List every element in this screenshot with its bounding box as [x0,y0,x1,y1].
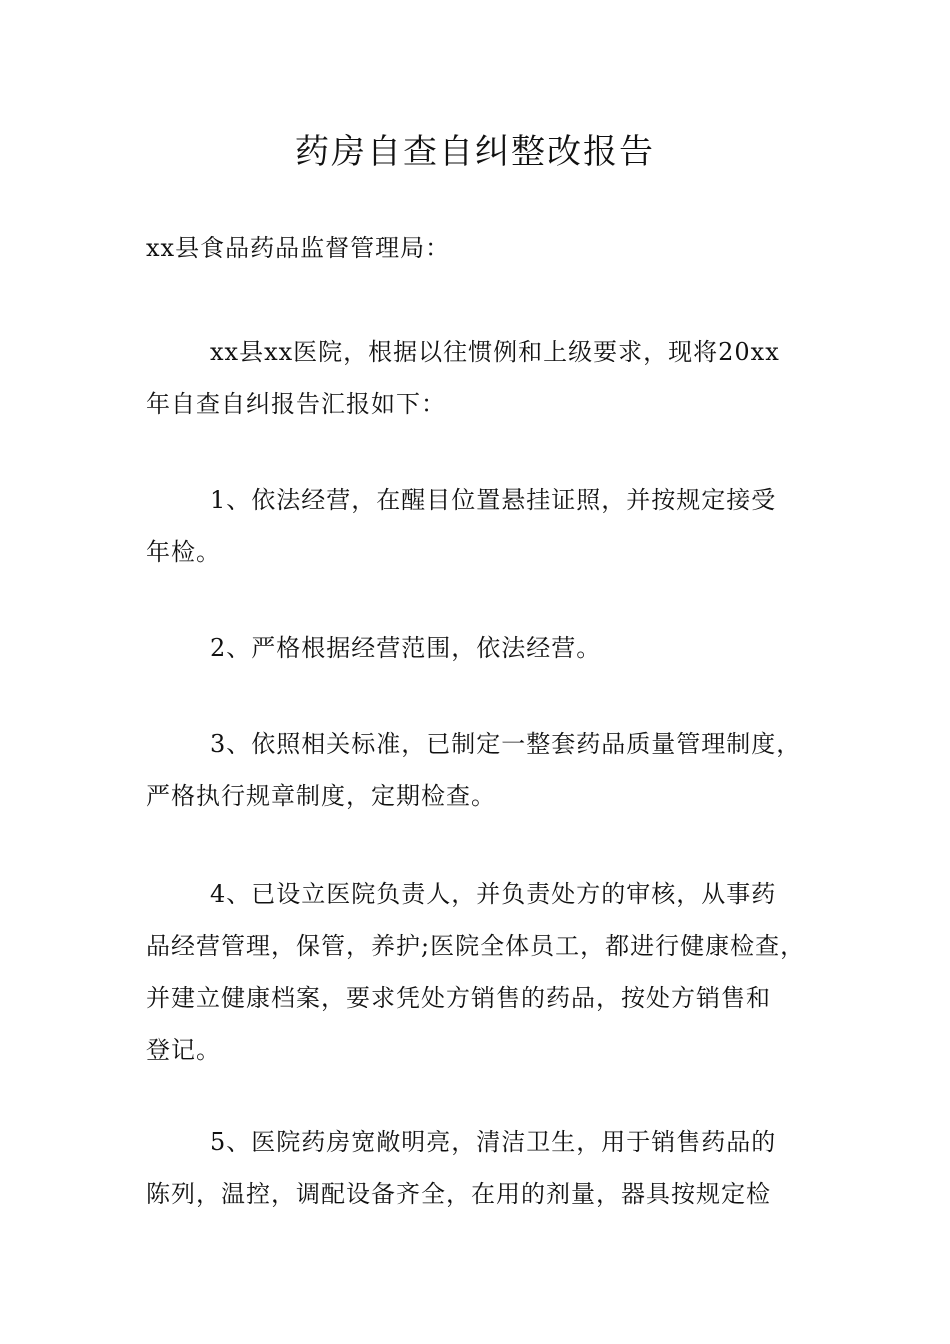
salutation-text: xx县食品药品监督管理局： [146,234,451,262]
paragraph-line: 5、医院药房宽敞明亮，清洁卫生，用于销售药品的 [210,1128,777,1156]
paragraph-line: 严格执行规章制度，定期检查。 [146,782,496,810]
paragraph-line: xx县xx医院，根据以往惯例和上级要求，现将20xx [210,338,780,366]
paragraph-item-5 [146,1116,836,1220]
paragraph-line: 4、已设立医院负责人，并负责处方的审核，从事药 [210,880,777,908]
paragraph-line: 品经营管理，保管，养护;医院全体员工，都进行健康检查， [146,932,806,960]
paragraph-line: 2、严格根据经营范围，依法经营。 [210,634,602,662]
paragraph-item-3 [146,718,836,822]
paragraph-line: 年检。 [146,538,221,566]
paragraph-line: 3、依照相关标准，已制定一整套药品质量管理制度， [210,730,802,758]
paragraph-intro [146,326,836,430]
paragraph-line: 年自查自纠报告汇报如下： [146,390,446,418]
salutation [146,222,836,274]
document-title: 药房自查自纠整改报告 [295,132,655,172]
paragraph-line: 登记。 [146,1036,221,1064]
paragraph-item-2 [146,622,836,674]
paragraph-line: 1、依法经营，在醒目位置悬挂证照，并按规定接受 [210,486,777,514]
paragraph-line: 并建立健康档案，要求凭处方销售的药品，按处方销售和 [146,984,771,1012]
paragraph-item-4 [146,868,836,1076]
paragraph-line: 陈列，温控，调配设备齐全，在用的剂量，器具按规定检 [146,1180,771,1208]
paragraph-item-1 [146,474,836,578]
